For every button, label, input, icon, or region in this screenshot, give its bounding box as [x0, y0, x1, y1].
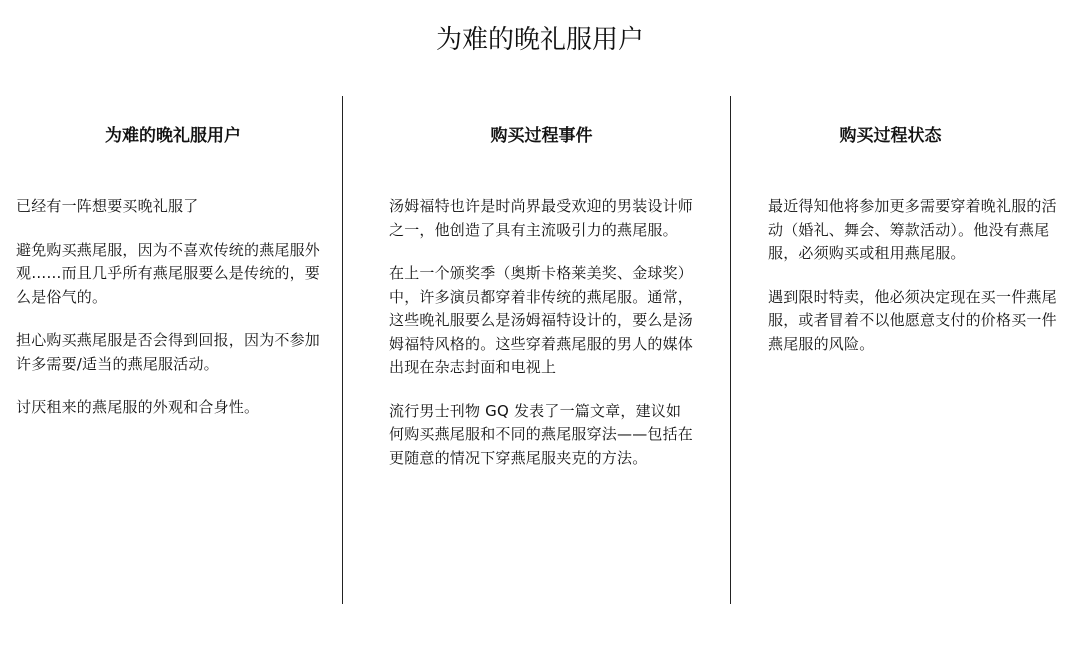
- column-header-purchase-events: 购买过程事件: [490, 126, 593, 146]
- page-title: 为难的晚礼服用户: [435, 25, 644, 55]
- events-paragraph-1: 汤姆福特也许是时尚界最受欢迎的男装设计师之一，他创造了具有主流吸引力的燕尾服。: [389, 197, 694, 239]
- state-paragraph-2: 遇到限时特卖，他必须决定现在买一件燕尾服，或者冒着不以他愿意支付的价格买一件燕尾服的风险。: [768, 287, 1057, 353]
- column-divider-right: [730, 96, 731, 604]
- column-purchase-state: [768, 124, 1070, 376]
- persona-paragraph-4: 讨厌租来的燕尾服的外观和合身性。: [16, 398, 260, 416]
- persona-paragraph-3: 担心购买燕尾服是否会得到回报，因为不参加许多需要/适当的燕尾服活动。: [16, 331, 321, 373]
- column-header-purchase-state: 购买过程状态: [839, 126, 942, 146]
- events-paragraph-2: 在上一个颁奖季（奥斯卡格莱美奖、金球奖）中，许多演员都穿着非传统的燕尾服。通常，这些晚礼服要么是汤姆福特设计的，要么是汤姆福特风格的。这些穿着燕尾服的男人的媒体出现在杂志封面和电视上: [389, 264, 694, 376]
- state-paragraph-1: 最近得知他将参加更多需要穿着晚礼服的活动（婚礼、舞会、筹款活动）。他没有燕尾服，必须购买或租用燕尾服。: [768, 197, 1057, 262]
- column-user-persona: [16, 124, 330, 440]
- persona-paragraph-2: 避免购买燕尾服，因为不喜欢传统的燕尾服外观……而且几乎所有燕尾服要么是传统的，要么是俗气的。: [16, 240, 321, 306]
- persona-paragraph-1: 已经有一阵想要买晚礼服了: [16, 197, 199, 215]
- events-paragraph-3: 流行男士刊物 GQ 发表了一篇文章，建议如何购买燕尾服和不同的燕尾服穿法——包括在更随意的情况下穿燕尾服夹克的方法。: [389, 401, 694, 467]
- column-purchase-events: [389, 124, 694, 490]
- column-header-user-persona: 为难的晚礼服用户: [105, 126, 241, 146]
- column-divider-left: [342, 96, 343, 604]
